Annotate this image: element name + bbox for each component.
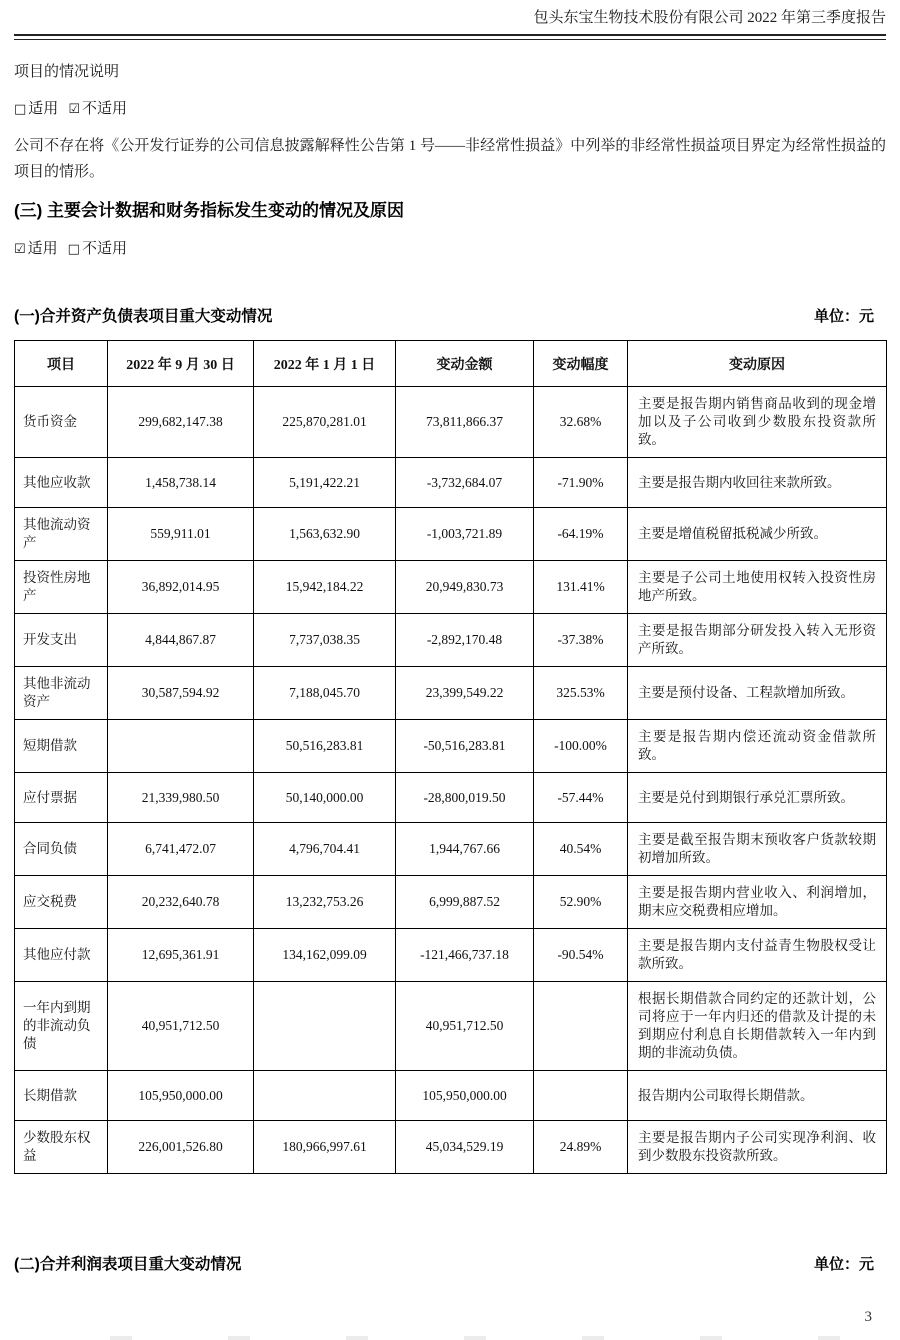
table-row [15,982,887,1071]
cell-change-amount: 6,999,887.52 [396,876,534,929]
not-applicable-label: 不适用 [81,101,127,117]
table-header-row [15,341,887,387]
cell-change-amount: 20,949,830.73 [396,561,534,614]
cell-change-reason: 主要是预付设备、工程款增加所致。 [628,667,887,720]
report-title: 包头东宝生物技术股份有限公司 2022 年第三季度报告 [533,10,886,26]
cell-2022-01-01: 1,563,632.90 [254,508,396,561]
cell-2022-09-30: 30,587,594.92 [108,667,254,720]
cell-change-reason: 主要是报告期内支付益青生物股权受让款所致。 [628,929,887,982]
cell-2022-09-30: 36,892,014.95 [108,561,254,614]
table-row [15,773,887,823]
cell-change-rate [534,982,628,1071]
cell-2022-09-30: 12,695,361.91 [108,929,254,982]
cell-change-rate: -100.00% [534,720,628,773]
column-header: 变动幅度 [534,341,628,387]
items-note-label: 项目的情况说明 [14,64,120,80]
non-recurring-items-statement: 公司不存在将《公开发行证券的公司信息披露解释性公告第 1 号——非经常性损益》中列举的非经常性损益项目界定为经常性损益的项目的情形。 [14,138,886,180]
cell-change-reason: 主要是报告期内收回往来款所致。 [628,458,887,508]
checkbox-unchecked-icon: □ [14,102,27,117]
cell-change-rate: -57.44% [534,773,628,823]
income-table-title-row [14,1252,886,1274]
cell-change-reason: 主要是报告期内销售商品收到的现金增加以及子公司收到少数股东投资款所致。 [628,387,887,458]
cell-change-amount: 105,950,000.00 [396,1071,534,1121]
cell-change-reason: 主要是报告期内营业收入、利润增加，期末应交税费相应增加。 [628,876,887,929]
cell-2022-01-01: 180,966,997.61 [254,1121,396,1174]
cell-item: 投资性房地产 [15,561,108,614]
unit-label: 单位：元 [813,308,874,325]
cell-change-amount: -28,800,019.50 [396,773,534,823]
cell-change-rate: -64.19% [534,508,628,561]
cell-2022-01-01: 5,191,422.21 [254,458,396,508]
income-table-title: (二)合并利润表项目重大变动情况 [14,1256,242,1273]
cell-change-amount: 73,811,866.37 [396,387,534,458]
cell-change-rate: -90.54% [534,929,628,982]
applicability-row-2 [14,239,886,260]
cell-2022-01-01: 50,140,000.00 [254,773,396,823]
column-header: 2022 年 9 月 30 日 [108,341,254,387]
cell-item: 长期借款 [15,1071,108,1121]
cell-item: 一年内到期的非流动负债 [15,982,108,1071]
cell-item: 短期借款 [15,720,108,773]
cell-change-amount: -121,466,737.18 [396,929,534,982]
checkbox-checked-icon: ☑ [14,242,26,257]
cell-2022-09-30 [108,720,254,773]
table-row [15,1121,887,1174]
table-row [15,929,887,982]
unit-label-2: 单位：元 [813,1256,874,1273]
cell-change-reason: 主要是子公司土地使用权转入投资性房地产所致。 [628,561,887,614]
cell-item: 应付票据 [15,773,108,823]
cell-change-amount: -3,732,684.07 [396,458,534,508]
balance-table-title-row [14,304,886,326]
cell-change-amount: 1,944,767.66 [396,823,534,876]
column-header: 变动金额 [396,341,534,387]
balance-sheet-change-table [14,340,887,1174]
cell-change-rate: -71.90% [534,458,628,508]
table-row [15,1071,887,1121]
cell-change-reason: 主要是报告期内子公司实现净利润、收到少数股东投资款所致。 [628,1121,887,1174]
cell-2022-01-01: 225,870,281.01 [254,387,396,458]
table-row [15,720,887,773]
cell-item: 其他应付款 [15,929,108,982]
cell-change-amount: -2,892,170.48 [396,614,534,667]
cell-2022-09-30: 226,001,526.80 [108,1121,254,1174]
cell-item: 开发支出 [15,614,108,667]
cell-change-reason: 报告期内公司取得长期借款。 [628,1071,887,1121]
table-row [15,387,887,458]
balance-table-title: (一)合并资产负债表项目重大变动情况 [14,308,273,325]
cell-2022-09-30: 299,682,147.38 [108,387,254,458]
cell-2022-09-30: 6,741,472.07 [108,823,254,876]
cell-2022-09-30: 559,911.01 [108,508,254,561]
cell-item: 其他应收款 [15,458,108,508]
cell-2022-01-01: 134,162,099.09 [254,929,396,982]
balance-table-body [15,387,887,1174]
cell-item: 其他非流动资产 [15,667,108,720]
checkbox-checked-icon: ☑ [68,102,80,117]
cell-change-amount: -1,003,721.89 [396,508,534,561]
cell-change-reason: 主要是截至报告期末预收客户货款较期初增加所致。 [628,823,887,876]
cell-change-reason: 主要是兑付到期银行承兑汇票所致。 [628,773,887,823]
cell-2022-01-01 [254,982,396,1071]
cell-change-rate: -37.38% [534,614,628,667]
table-row [15,614,887,667]
cell-2022-01-01: 7,188,045.70 [254,667,396,720]
not-applicable-label: 不适用 [81,241,127,257]
table-row [15,876,887,929]
cell-2022-09-30: 21,339,980.50 [108,773,254,823]
cell-item: 货币资金 [15,387,108,458]
cell-2022-09-30: 20,232,640.78 [108,876,254,929]
cell-change-reason: 主要是报告期部分研发投入转入无形资产所致。 [628,614,887,667]
cell-change-amount: 23,399,549.22 [396,667,534,720]
applicability-row-1 [14,99,886,120]
cell-item: 应交税费 [15,876,108,929]
cell-2022-09-30: 40,951,712.50 [108,982,254,1071]
cell-item: 其他流动资产 [15,508,108,561]
cell-2022-01-01: 4,796,704.41 [254,823,396,876]
cell-change-amount: 40,951,712.50 [396,982,534,1071]
cell-2022-01-01: 13,232,753.26 [254,876,396,929]
column-header: 2022 年 1 月 1 日 [254,341,396,387]
cell-change-rate: 24.89% [534,1121,628,1174]
cell-change-amount: 45,034,529.19 [396,1121,534,1174]
cell-2022-01-01: 7,737,038.35 [254,614,396,667]
cell-2022-09-30: 4,844,867.87 [108,614,254,667]
cell-change-reason: 主要是报告期内偿还流动资金借款所致。 [628,720,887,773]
applicable-label: 适用 [27,241,58,257]
cell-change-rate: 325.53% [534,667,628,720]
document-header [14,8,886,28]
cell-change-rate: 40.54% [534,823,628,876]
table-row [15,561,887,614]
cell-change-rate: 52.90% [534,876,628,929]
checkbox-unchecked-icon: □ [67,242,80,257]
cell-item: 少数股东权益 [15,1121,108,1174]
cell-2022-01-01 [254,1071,396,1121]
cell-change-rate [534,1071,628,1121]
applicable-label: 适用 [28,101,59,117]
table-row [15,508,887,561]
cell-change-reason: 根据长期借款合同约定的还款计划，公司将应于一年内归还的借款及计提的未到期应付利息自长期借款转入一年内到期的非流动负债。 [628,982,887,1071]
cell-2022-01-01: 15,942,184.22 [254,561,396,614]
cell-change-rate: 131.41% [534,561,628,614]
cell-2022-01-01: 50,516,283.81 [254,720,396,773]
cell-item: 合同负债 [15,823,108,876]
table-row [15,458,887,508]
cell-change-rate: 32.68% [534,387,628,458]
next-page-table-sliver [14,1336,886,1340]
column-header: 变动原因 [628,341,887,387]
section-heading-3: (三) 主要会计数据和财务指标发生变动的情况及原因 [14,201,405,220]
column-header: 项目 [15,341,108,387]
header-divider [14,34,886,40]
cell-2022-09-30: 105,950,000.00 [108,1071,254,1121]
cell-2022-09-30: 1,458,738.14 [108,458,254,508]
table-row [15,823,887,876]
cell-change-reason: 主要是增值税留抵税减少所致。 [628,508,887,561]
table-row [15,667,887,720]
page-number: 3 [864,1309,872,1325]
cell-change-amount: -50,516,283.81 [396,720,534,773]
